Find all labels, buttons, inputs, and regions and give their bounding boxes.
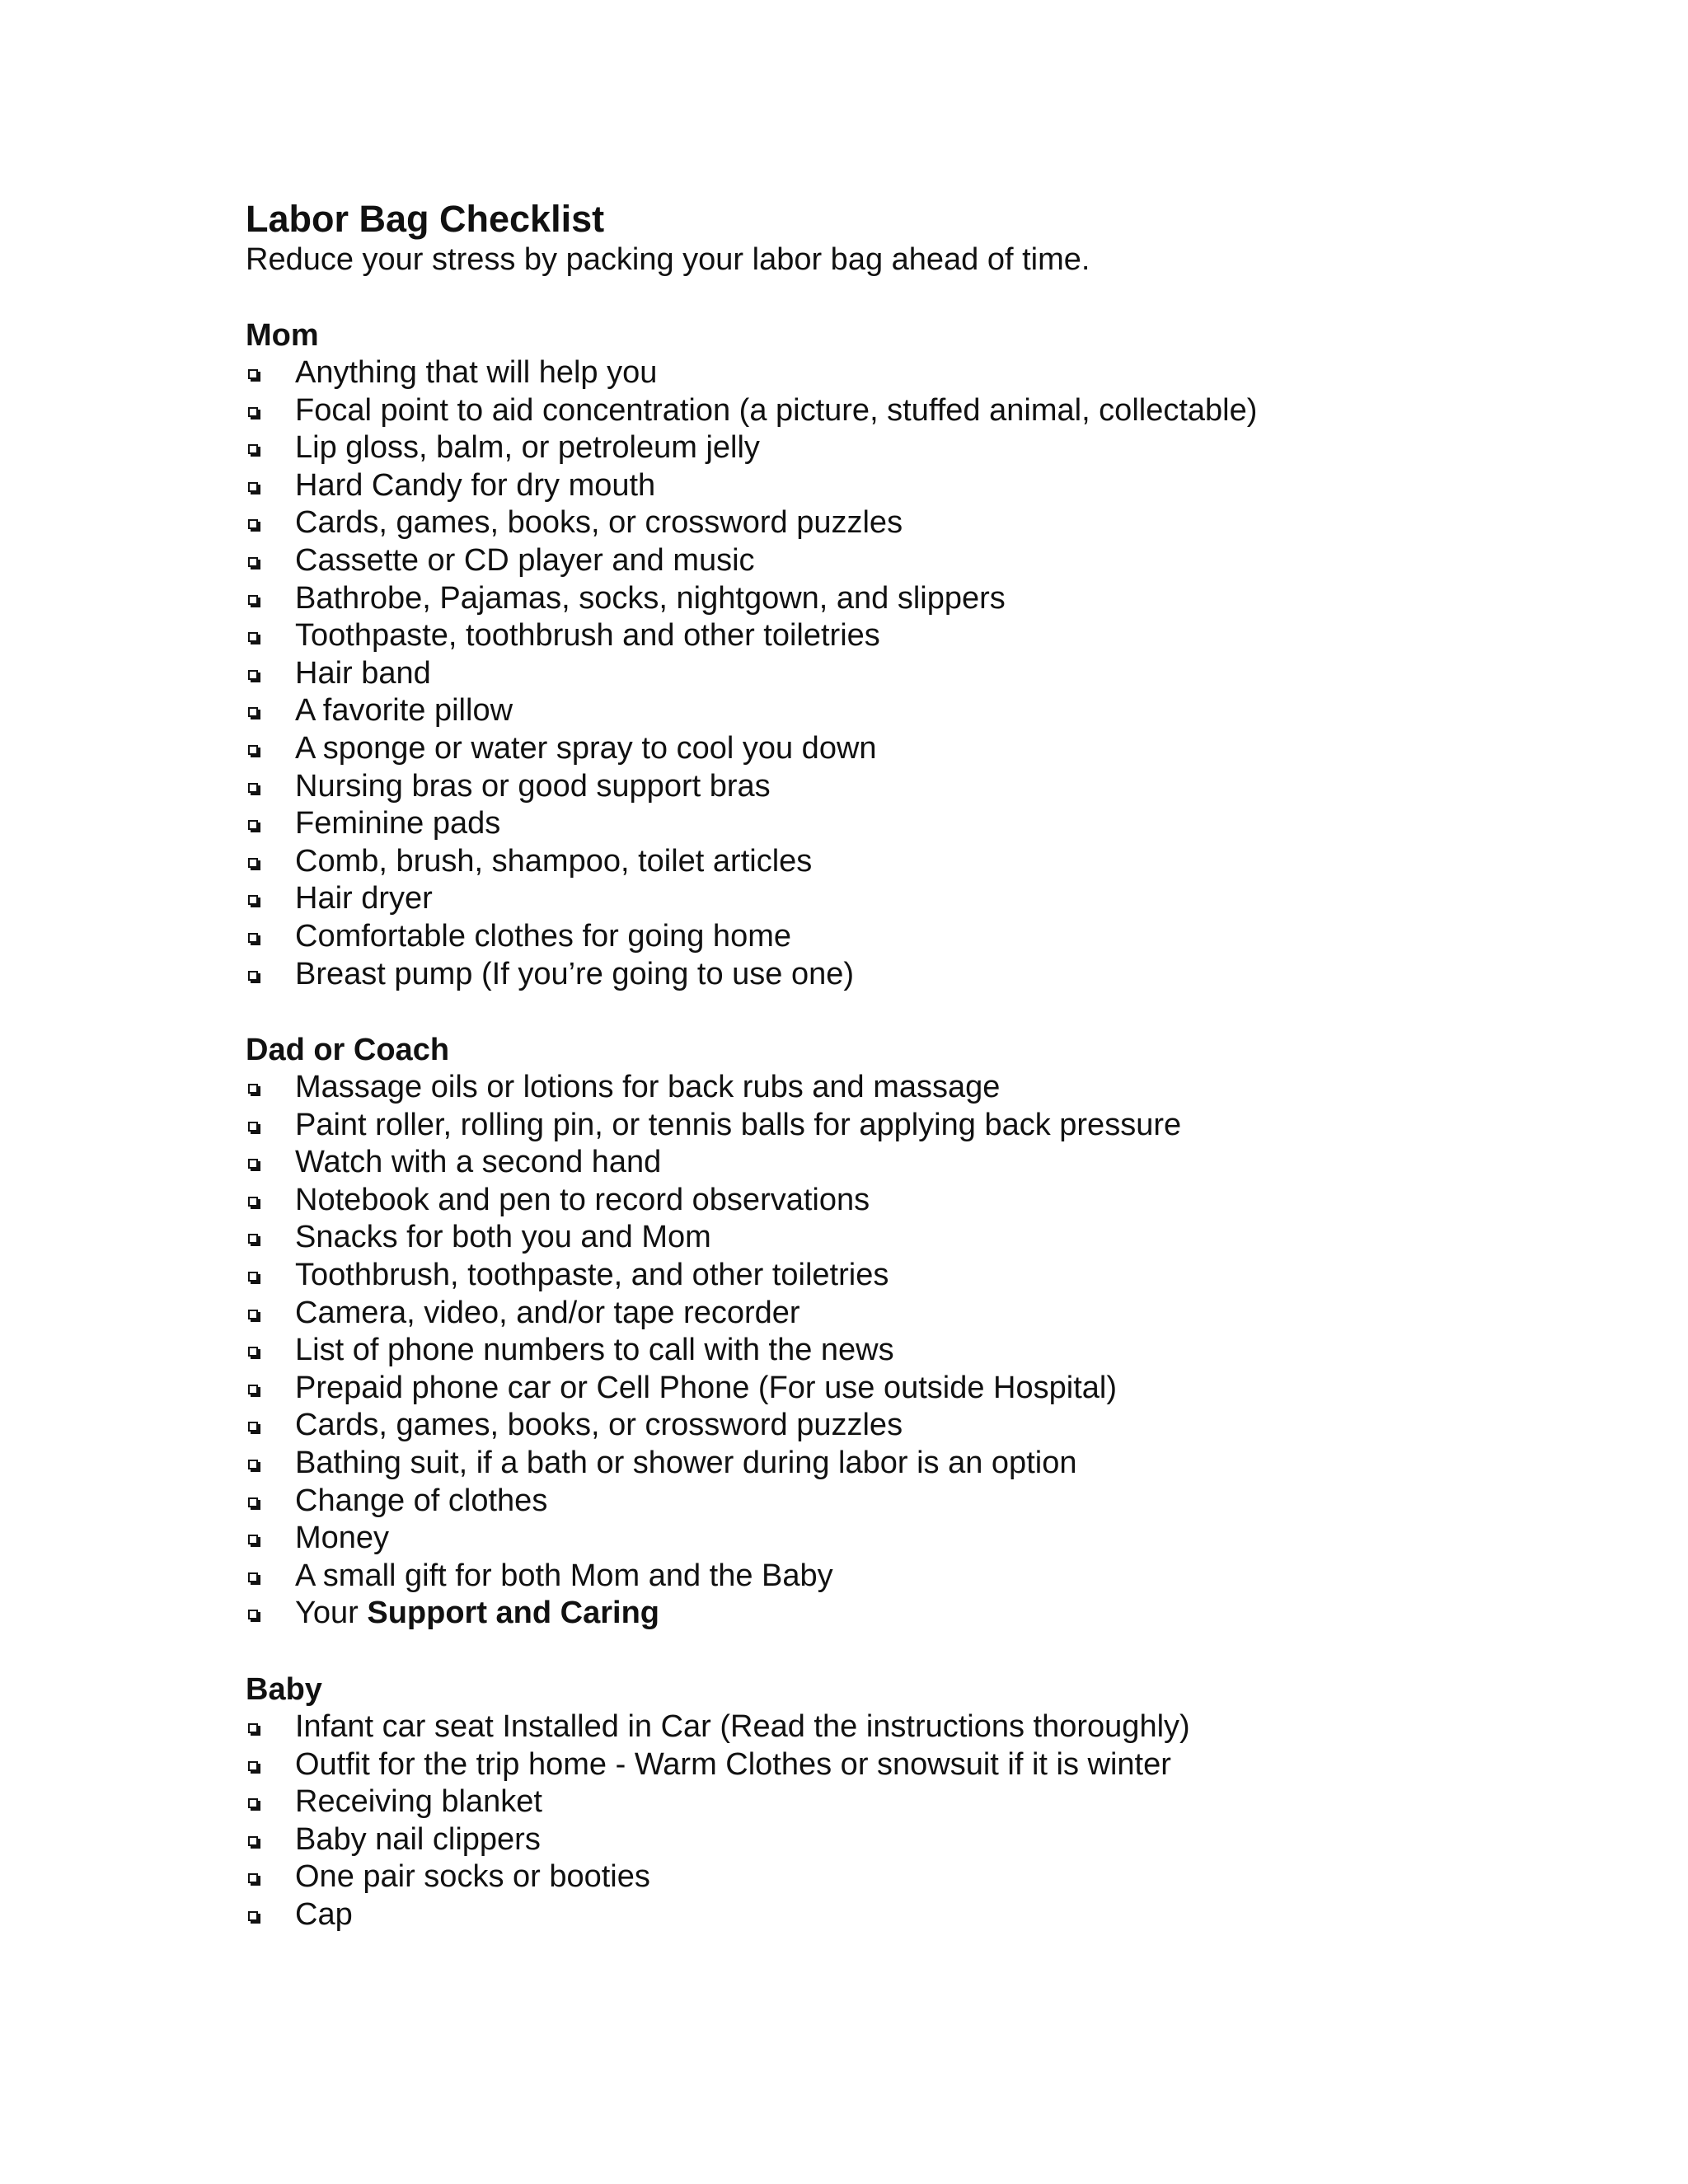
- checkbox-icon[interactable]: [248, 444, 258, 454]
- checklist-item-label: Toothpaste, toothbrush and other toiletries: [295, 618, 880, 654]
- checklist-item: [246, 843, 1482, 881]
- checkbox-icon[interactable]: [248, 745, 258, 755]
- checkbox-icon[interactable]: [248, 1873, 258, 1883]
- checklist-item: [246, 617, 1482, 655]
- checklist-item: [246, 1107, 1482, 1145]
- checklist-item: [246, 1219, 1482, 1257]
- checklist-item-label: Hair band: [295, 655, 431, 691]
- section-baby: [246, 1671, 1482, 1934]
- checklist-item-label: A small gift for both Mom and the Baby: [295, 1558, 833, 1593]
- checkbox-icon[interactable]: [248, 1385, 258, 1394]
- checkbox-icon[interactable]: [248, 707, 258, 717]
- section-mom: [246, 316, 1482, 993]
- checklist-item: [246, 580, 1482, 618]
- checkbox-icon[interactable]: [248, 632, 258, 642]
- checklist-item-label: Cards, games, books, or crossword puzzles: [295, 505, 903, 541]
- checklist-item-label: Change of clothes: [295, 1483, 548, 1518]
- checklist-item-label: Anything that will help you: [295, 355, 658, 390]
- checkbox-icon[interactable]: [248, 1572, 258, 1582]
- checklist-item: [246, 1144, 1482, 1182]
- checklist-mom: [246, 354, 1482, 993]
- checklist-item: [246, 1370, 1482, 1408]
- checklist-item: [246, 730, 1482, 768]
- checkbox-icon[interactable]: [248, 1272, 258, 1282]
- checklist-item-label: Snacks for both you and Mom: [295, 1220, 711, 1255]
- checkbox-icon[interactable]: [248, 1761, 258, 1771]
- checklist-item-label: Outfit for the trip home - Warm Clothes or snowsuit if it is winter: [295, 1746, 1171, 1782]
- checklist-item-label: Paint roller, rolling pin, or tennis balls for applying back pressure: [295, 1107, 1182, 1142]
- checklist-item-label: Bathing suit, if a bath or shower during labor is an option: [295, 1446, 1077, 1481]
- checkbox-icon[interactable]: [248, 1159, 258, 1169]
- checkbox-icon[interactable]: [248, 971, 258, 981]
- document-page: [246, 198, 1482, 1934]
- checklist-item: [246, 542, 1482, 580]
- checklist-item-label: Money: [295, 1521, 390, 1556]
- checklist-item-label-prefix: Your: [295, 1596, 359, 1631]
- checkbox-icon[interactable]: [248, 895, 258, 905]
- checklist-item-label: Bathrobe, Pajamas, socks, nightgown, and slippers: [295, 580, 1006, 616]
- checkbox-icon[interactable]: [248, 519, 258, 529]
- checklist-item-label: Hair dryer: [295, 881, 433, 916]
- checklist-item-label: Nursing bras or good support bras: [295, 768, 771, 804]
- checklist-item: [246, 1783, 1482, 1821]
- checklist-item-label: Toothbrush, toothpaste, and other toiletries: [295, 1258, 889, 1293]
- checkbox-icon[interactable]: [248, 933, 258, 943]
- checklist-item-label: Comb, brush, shampoo, toilet articles: [295, 843, 813, 879]
- checklist-item: [246, 1407, 1482, 1445]
- checkbox-icon[interactable]: [248, 1347, 258, 1357]
- checklist-item: [246, 392, 1482, 430]
- checkbox-icon[interactable]: [248, 369, 258, 379]
- checklist-item: [246, 467, 1482, 505]
- checklist-item-label: Breast pump (If you’re going to use one): [295, 956, 855, 991]
- checklist-item: [246, 956, 1482, 994]
- checklist-item-label: Massage oils or lotions for back rubs and massage: [295, 1070, 1001, 1105]
- checkbox-icon[interactable]: [248, 1798, 258, 1808]
- checklist-item-label: Cap: [295, 1896, 353, 1932]
- checklist-item: [246, 655, 1482, 693]
- checklist-item-label: A sponge or water spray to cool you down: [295, 730, 877, 766]
- checkbox-icon[interactable]: [248, 1422, 258, 1432]
- checklist-item-label: Watch with a second hand: [295, 1145, 662, 1180]
- document-subtitle: Reduce your stress by packing your labor bag ahead of time.: [246, 242, 1090, 277]
- checklist-item-label: Infant car seat Installed in Car (Read the instructions thoroughly): [295, 1709, 1190, 1744]
- checkbox-icon[interactable]: [248, 1723, 258, 1733]
- checklist-item-label: One pair socks or booties: [295, 1859, 650, 1895]
- checkbox-icon[interactable]: [248, 482, 258, 492]
- checkbox-icon[interactable]: [248, 1460, 258, 1469]
- checklist-item: [246, 1332, 1482, 1370]
- checkbox-icon[interactable]: [248, 1836, 258, 1846]
- checkbox-icon[interactable]: [248, 1497, 258, 1507]
- checklist-item: [246, 880, 1482, 918]
- checkbox-icon[interactable]: [248, 820, 258, 830]
- section-dad-or-coach: [246, 1031, 1482, 1633]
- checkbox-icon[interactable]: [248, 1084, 258, 1094]
- checklist-item-label: Feminine pads: [295, 806, 501, 841]
- checklist-item: [246, 1483, 1482, 1521]
- checklist-item-label: Prepaid phone car or Cell Phone (For use outside Hospital): [295, 1370, 1117, 1405]
- checklist-item: [246, 354, 1482, 392]
- checklist-item-label: A favorite pillow: [295, 693, 513, 729]
- checklist-item-label: Lip gloss, balm, or petroleum jelly: [295, 430, 760, 466]
- checklist-item: [246, 1445, 1482, 1483]
- section-heading-baby: Baby: [246, 1672, 322, 1707]
- checklist-dad-or-coach: [246, 1069, 1482, 1633]
- checkbox-icon[interactable]: [248, 1535, 258, 1544]
- checkbox-icon[interactable]: [248, 1234, 258, 1244]
- checkbox-icon[interactable]: [248, 1911, 258, 1921]
- checkbox-icon[interactable]: [248, 595, 258, 605]
- checklist-item: [246, 1595, 1482, 1633]
- checkbox-icon[interactable]: [248, 1122, 258, 1132]
- checklist-item-label: Camera, video, and/or tape recorder: [295, 1295, 800, 1330]
- checklist-item: [246, 1069, 1482, 1107]
- checklist-item-label: List of phone numbers to call with the news: [295, 1333, 894, 1368]
- checklist-item: [246, 768, 1482, 806]
- section-heading-mom: Mom: [246, 318, 319, 353]
- checklist-item: [246, 1896, 1482, 1934]
- checkbox-icon[interactable]: [248, 670, 258, 680]
- checklist-item: [246, 692, 1482, 730]
- checklist-item-label: Baby nail clippers: [295, 1821, 541, 1857]
- checklist-item: [246, 1821, 1482, 1859]
- checklist-item-label: Notebook and pen to record observations: [295, 1182, 870, 1217]
- checklist-item: [246, 429, 1482, 467]
- checklist-item: [246, 1708, 1482, 1746]
- checklist-baby: [246, 1708, 1482, 1934]
- checklist-item: [246, 1182, 1482, 1220]
- checkbox-icon[interactable]: [248, 1610, 258, 1619]
- checkbox-icon[interactable]: [248, 1197, 258, 1207]
- checklist-item-label: Comfortable clothes for going home: [295, 918, 791, 954]
- checklist-item-label: Cards, games, books, or crossword puzzles: [295, 1408, 903, 1443]
- checklist-item: [246, 1746, 1482, 1784]
- checkbox-icon[interactable]: [248, 858, 258, 868]
- checklist-item-label-emphasis: Support and Caring: [367, 1596, 659, 1631]
- checklist-item-label: Cassette or CD player and music: [295, 542, 755, 578]
- checklist-item: [246, 1520, 1482, 1558]
- checklist-item-label: Focal point to aid concentration (a picture, stuffed animal, collectable): [295, 392, 1258, 428]
- checklist-item: [246, 918, 1482, 956]
- document-title: Labor Bag Checklist: [246, 198, 605, 240]
- section-heading-dad-or-coach: Dad or Coach: [246, 1033, 450, 1068]
- checkbox-icon[interactable]: [248, 783, 258, 793]
- checklist-item: [246, 1295, 1482, 1333]
- checklist-item-label: Hard Candy for dry mouth: [295, 467, 656, 503]
- checklist-item-label: Receiving blanket: [295, 1784, 542, 1820]
- checkbox-icon[interactable]: [248, 407, 258, 417]
- checkbox-icon[interactable]: [248, 1310, 258, 1319]
- checkbox-icon[interactable]: [248, 557, 258, 567]
- checklist-item: [246, 805, 1482, 843]
- checklist-item: [246, 504, 1482, 542]
- checklist-item: [246, 1257, 1482, 1295]
- checklist-item: [246, 1858, 1482, 1896]
- checklist-item: [246, 1558, 1482, 1596]
